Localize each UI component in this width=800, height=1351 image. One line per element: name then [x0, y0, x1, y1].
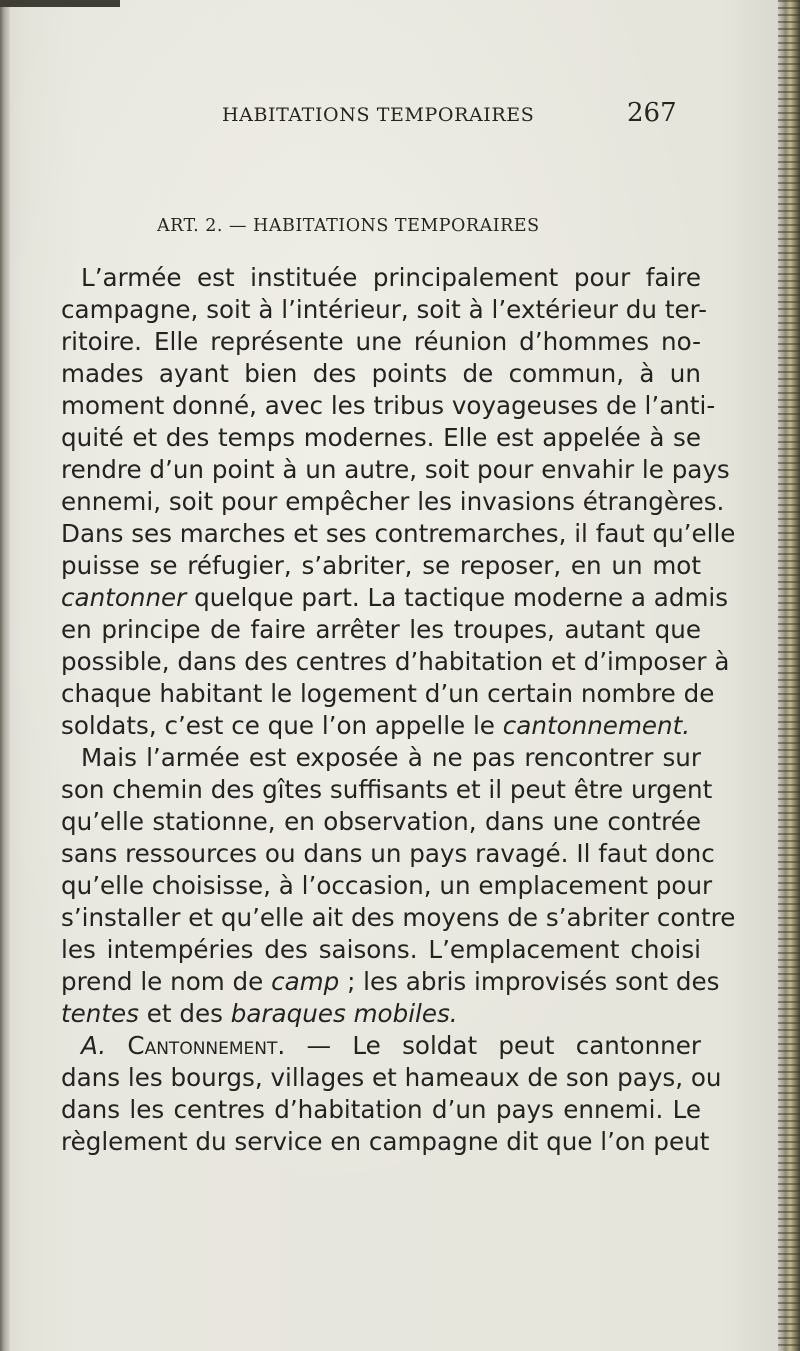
- text-line: Mais l’armée est exposée à ne pas rencontrer sur: [81, 743, 701, 772]
- italic-term: baraques mobiles.: [230, 999, 458, 1028]
- body-text: [61, 262, 736, 1158]
- article-heading: ART. 2. — HABITATIONS TEMPORAIRES: [157, 216, 540, 236]
- text-line: qu’elle choisisse, à l’occasion, un emplacement pour: [61, 871, 713, 900]
- text-line: dans les centres d’habitation d’un pays ennemi. Le: [61, 1095, 701, 1124]
- text-line: quité et des temps modernes. Elle est appelée à se: [61, 423, 701, 452]
- text-line: les intempéries des saisons. L’emplacement choisi: [61, 935, 701, 964]
- text-line: possible, dans des centres d’habitation et d’imposer à: [61, 647, 730, 676]
- running-head: [0, 0, 800, 128]
- text-line: qu’elle stationne, en observation, dans une contrée: [61, 807, 701, 836]
- running-title: HABITATIONS TEMPORAIRES: [222, 104, 535, 126]
- text-line: [61, 966, 720, 998]
- text-fragment: et des: [138, 999, 231, 1028]
- italic-term: camp: [271, 967, 340, 996]
- text-fragment: prend le nom de: [61, 967, 272, 996]
- text-line: chaque habitant le logement d’un certain nombre de: [61, 679, 715, 708]
- text-line: mades ayant bien des points de commun, à un: [61, 359, 701, 388]
- text-line: s’installer et qu’elle ait des moyens de s’abriter contre: [61, 903, 736, 932]
- text-line: rendre d’un point à un autre, soit pour envahir le pays: [61, 455, 730, 484]
- text-line: [61, 582, 729, 614]
- section-label: A.: [81, 1031, 107, 1060]
- text-line: règlement du service en campagne dit que l’on peut: [61, 1127, 710, 1156]
- section-a-heading-line: [61, 1030, 701, 1062]
- scan-top-border: [0, 0, 120, 7]
- text-line: en principe de faire arrêter les troupes, autant que: [61, 615, 701, 644]
- text-line: moment donné, avec les tribus voyageuses de l’anti-: [61, 391, 716, 420]
- text-line: puisse se réfugier, s’abriter, se reposer, en un mot: [61, 551, 701, 580]
- text-line: [61, 710, 701, 742]
- page-number: 267: [627, 98, 677, 128]
- italic-term: cantonner: [61, 583, 187, 612]
- text-fragment: ; les abris improvisés sont des: [339, 967, 720, 996]
- text-line: sans ressources ou dans un pays ravagé. Il faut donc: [61, 839, 715, 868]
- text-fragment: quelque part. La tactique moderne a admis: [186, 583, 729, 612]
- text-line: campagne, soit à l’intérieur, soit à l’extérieur du ter-: [61, 295, 708, 324]
- italic-term: cantonnement.: [502, 711, 691, 740]
- text-line: dans les bourgs, villages et hameaux de son pays, ou: [61, 1063, 722, 1092]
- italic-term: tentes: [61, 999, 139, 1028]
- text-line: [61, 998, 701, 1030]
- text-fragment: soldats, c’est ce que l’on appelle le: [61, 711, 503, 740]
- page-left-edge-shadow: [0, 0, 10, 1351]
- text-line: Dans ses marches et ses contremarches, il faut qu’elle: [61, 519, 736, 548]
- text-fragment: — Le soldat peut cantonner: [285, 1031, 701, 1060]
- text-line: son chemin des gîtes suffisants et il peut être urgent: [61, 775, 713, 804]
- text-line: L’armée est instituée principalement pour faire: [81, 263, 701, 292]
- section-title: Cantonnement.: [106, 1031, 286, 1060]
- text-line: ennemi, soit pour empêcher les invasions étrangères.: [61, 487, 725, 516]
- book-spine-edge: [778, 0, 800, 1351]
- text-line: ritoire. Elle représente une réunion d’hommes no-: [61, 327, 701, 356]
